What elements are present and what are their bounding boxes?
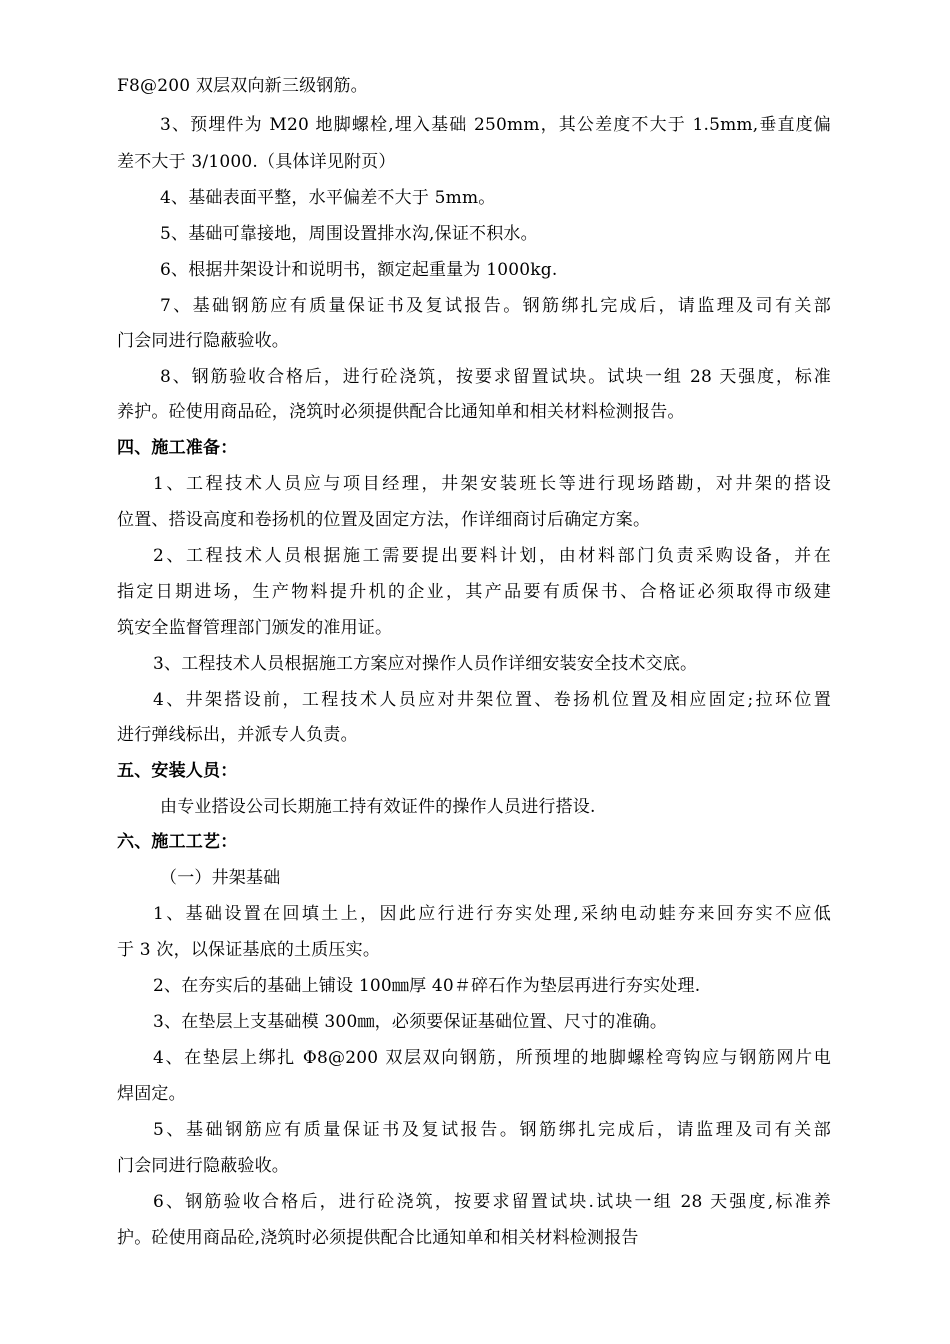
- section-heading: 五、安装人员：: [117, 761, 238, 781]
- text-line: 进行弹线标出，并派专人负责。: [117, 725, 358, 745]
- text-line: 护。砼使用商品砼,浇筑时必须提供配合比通知单和相关材料检测报告: [117, 1228, 639, 1248]
- text-line: 4、井架搭设前，工程技术人员应对井架位置、卷扬机位置及相应固定;拉环位置: [153, 690, 831, 710]
- text-line: 7、基础钢筋应有质量保证书及复试报告。钢筋绑扎完成后，请监理及司有关部: [160, 296, 831, 316]
- text-line: 1、基础设置在回填土上，因此应行进行夯实处理,采纳电动蛙夯来回夯实不应低: [153, 904, 831, 924]
- text-line: 6、根据井架设计和说明书，额定起重量为 1000kg.: [160, 260, 558, 280]
- text-line: 2、在夯实后的基础上铺设 100㎜厚 40＃碎石作为垫层再进行夯实处理.: [153, 976, 701, 996]
- text-line: 指定日期进场，生产物料提升机的企业，其产品要有质保书、合格证必须取得市级建: [117, 582, 831, 602]
- text-line: 4、在垫层上绑扎 Φ8@200 双层双向钢筋，所预埋的地脚螺栓弯钩应与钢筋网片电: [153, 1048, 831, 1068]
- text-line: 位置、搭设高度和卷扬机的位置及固定方法，作详细商讨后确定方案。: [117, 510, 651, 530]
- text-line: 5、基础可靠接地，周围设置排水沟,保证不积水。: [160, 224, 538, 244]
- text-line: 4、基础表面平整，水平偏差不大于 5mm。: [160, 188, 496, 208]
- text-line: 3、在垫层上支基础模 300㎜，必须要保证基础位置、尺寸的准确。: [153, 1012, 668, 1032]
- text-line: 由专业搭设公司长期施工持有效证件的操作人员进行搭设.: [160, 797, 596, 817]
- text-line: 差不大于 3/1000.（具体详见附页）: [117, 152, 396, 172]
- text-line: 3、预埋件为 M20 地脚螺栓,埋入基础 250mm，其公差度不大于 1.5mm,垂直度偏: [160, 115, 831, 135]
- text-line: 8、钢筋验收合格后，进行砼浇筑，按要求留置试块。试块一组 28 天强度，标准: [160, 367, 831, 387]
- section-heading: 六、施工工艺：: [117, 832, 238, 852]
- text-line: F8@200 双层双向新三级钢筋。: [117, 76, 368, 96]
- text-line: 门会同进行隐蔽验收。: [117, 1156, 289, 1176]
- text-line: 3、工程技术人员根据施工方案应对操作人员作详细安装安全技术交底。: [153, 654, 698, 674]
- text-line: 1、工程技术人员应与项目经理，井架安装班长等进行现场踏勘，对井架的搭设: [153, 474, 831, 494]
- subsection-heading: （一）井架基础: [160, 868, 281, 888]
- section-heading: 四、施工准备：: [117, 438, 238, 458]
- text-line: 焊固定。: [117, 1084, 186, 1104]
- text-line: 门会同进行隐蔽验收。: [117, 331, 289, 351]
- text-line: 2、工程技术人员根据施工需要提出要料计划，由材料部门负责采购设备，并在: [153, 546, 831, 566]
- text-line: 筑安全监督管理部门颁发的准用证。: [117, 618, 393, 638]
- text-line: 养护。砼使用商品砼，浇筑时必须提供配合比通知单和相关材料检测报告。: [117, 402, 685, 422]
- text-line: 6、钢筋验收合格后，进行砼浇筑，按要求留置试块.试块一组 28 天强度,标准养: [153, 1192, 831, 1212]
- text-line: 5、基础钢筋应有质量保证书及复试报告。钢筋绑扎完成后，请监理及司有关部: [153, 1120, 831, 1140]
- text-line: 于 3 次，以保证基底的土质压实。: [117, 940, 381, 960]
